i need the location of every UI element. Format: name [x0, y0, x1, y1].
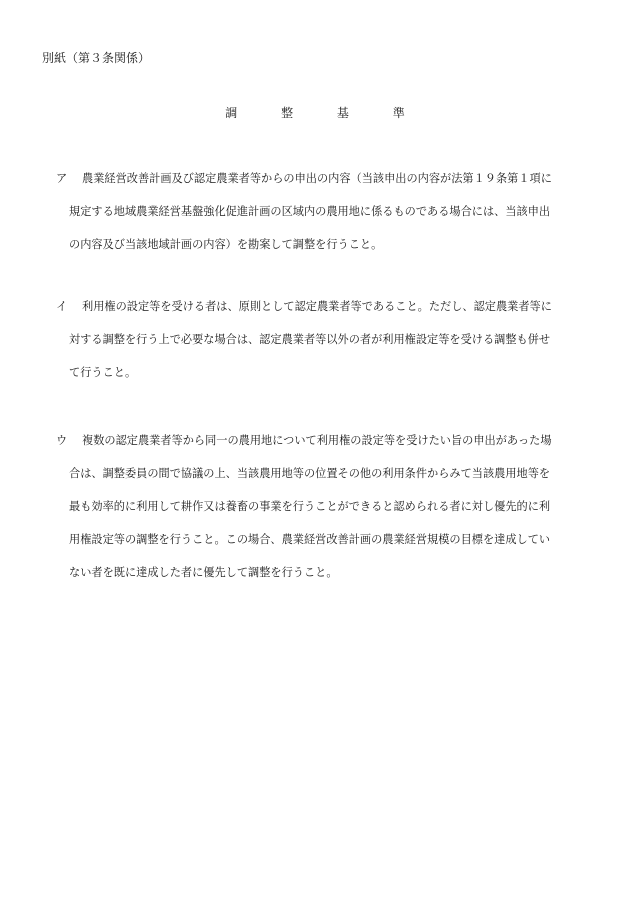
item-line	[56, 162, 596, 195]
item-line: 合は、調整委員の間で協議の上、当該農用地等の位置その他の利用条件からみて当該農用地等を	[69, 467, 551, 480]
item-line: の内容及び当該地域計画の内容）を勘案して調整を行うこと。	[69, 238, 383, 251]
item-line: 用権設定等の調整を行うこと。この場合、農業経営改善計画の農業経営規模の目標を達成してい	[69, 533, 551, 546]
title-char: 準	[392, 106, 405, 120]
title-char: 整	[281, 106, 294, 120]
standard-item-i	[56, 290, 596, 389]
item-line: 対する調整を行う上で必要な場合は、認定農業者等以外の者が利用権設定等を受ける調整も併せ	[69, 333, 551, 346]
item-line: ない者を既に達成した者に優先して調整を行うこと。	[69, 566, 338, 579]
title-char: 基	[336, 106, 349, 120]
attachment-label: 別紙（第３条関係）	[42, 51, 151, 65]
standard-item-a	[56, 162, 596, 261]
item-line: 最も効率的に利用して耕作又は養畜の事業を行うことができると認められる者に対し優先的に利	[69, 500, 551, 513]
title-char: 調	[225, 106, 238, 120]
standard-item-u	[56, 424, 596, 589]
item-marker: ア	[56, 172, 68, 185]
item-line	[56, 290, 596, 323]
page-title	[0, 105, 630, 121]
item-marker: イ	[56, 300, 68, 313]
item-text: 複数の認定農業者等から同一の農用地について利用権の設定等を受けたい旨の申出があった場	[82, 434, 552, 447]
item-text: 利用権の設定等を受ける者は、原則として認定農業者等であること。ただし、認定農業者等に	[82, 300, 552, 313]
item-marker: ウ	[56, 434, 68, 447]
item-line: 規定する地域農業経営基盤強化促進計画の区域内の農用地に係るものである場合には、当該申出	[69, 205, 551, 218]
item-text: 農業経営改善計画及び認定農業者等からの申出の内容（当該申出の内容が法第１９条第１項に	[82, 172, 552, 185]
item-line: て行うこと。	[69, 366, 137, 379]
item-line	[56, 424, 596, 457]
